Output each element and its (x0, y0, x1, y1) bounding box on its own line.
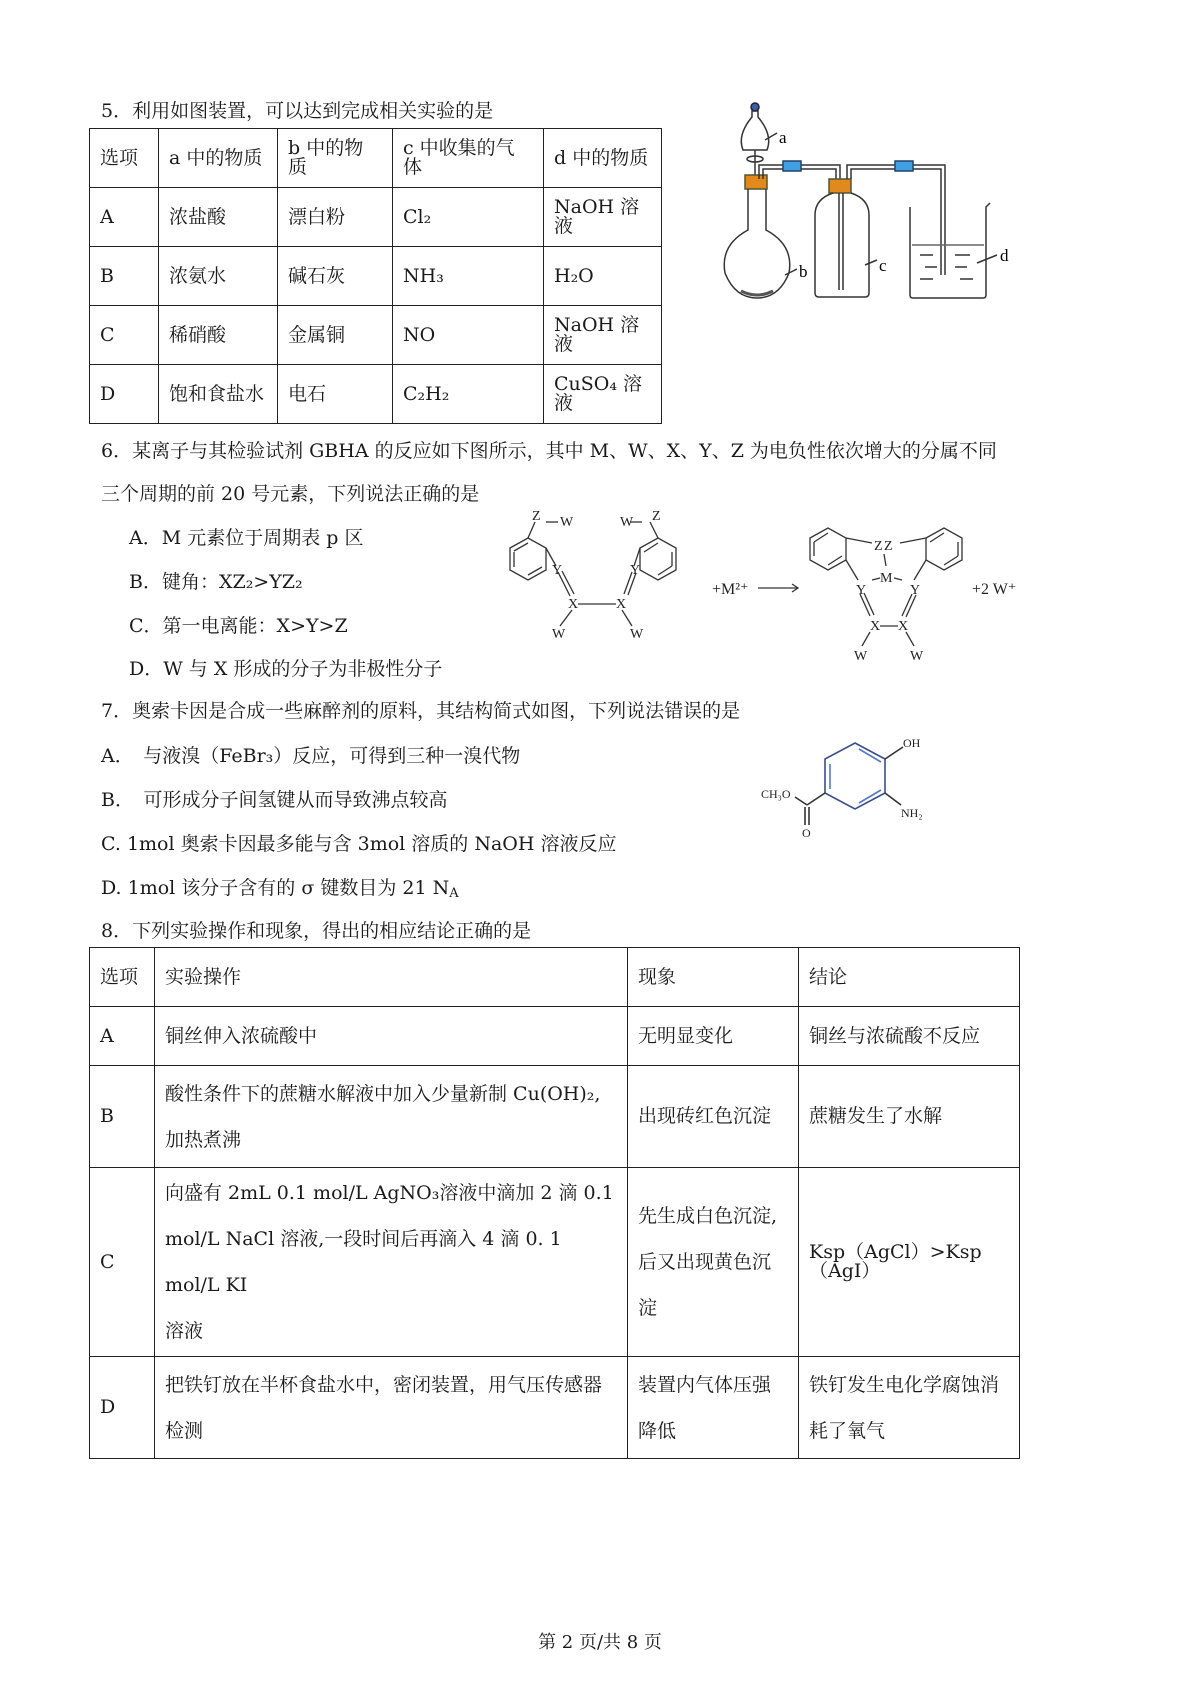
atom-label: W (552, 627, 566, 642)
q5-cell: NaOH 溶液 (544, 188, 662, 247)
q8-option-cell: C (90, 1168, 155, 1357)
apparatus-label: a (779, 128, 787, 147)
table-row (90, 365, 662, 424)
q8-phenomenon-cell: 出现砖红色沉淀 (628, 1066, 799, 1168)
atom-label: X (870, 619, 881, 634)
q6-reaction-scheme (480, 508, 1040, 668)
q7-option-c: C. 1mol 奥索卡因最多能与含 3mol 溶质的 NaOH 溶液反应 (101, 833, 617, 855)
q8-option-cell: A (90, 1007, 155, 1066)
q5-cell: 电石 (278, 365, 393, 424)
table-row (90, 1168, 1020, 1357)
q5-cell: 碱石灰 (278, 247, 393, 306)
q5-stem: 5．利用如图装置，可以达到完成相关实验的是 (101, 100, 494, 122)
table-row (90, 306, 662, 365)
q8-operation-cell: 把铁钉放在半杯食盐水中，密闭装置，用气压传感器 检测 (155, 1357, 628, 1459)
table-row (90, 1357, 1020, 1459)
q5-cell: 漂白粉 (278, 188, 393, 247)
q8-operation-cell: 铜丝伸入浓硫酸中 (155, 1007, 628, 1066)
product-extra-label: +2 W⁺ (972, 581, 1017, 598)
q6-option-d: D．W 与 X 形成的分子为非极性分子 (129, 658, 443, 680)
q8-header-cell: 实验操作 (155, 948, 628, 1007)
q5-cell: A (90, 188, 159, 247)
atom-label: Z (532, 509, 541, 524)
atom-label: Z (874, 539, 883, 554)
q8-header-cell: 选项 (90, 948, 155, 1007)
metal-label: M (880, 571, 893, 586)
q5-header-cell: a 中的物质 (159, 129, 278, 188)
table-row (90, 1007, 1020, 1066)
q5-cell: NO (393, 306, 544, 365)
amine-label: NH₂ (901, 806, 923, 820)
ester-label: CH₃O (761, 787, 791, 801)
q5-cell: D (90, 365, 159, 424)
atom-label: Y (552, 563, 563, 578)
table-row (90, 188, 662, 247)
q8-table (89, 947, 1020, 1459)
q5-cell: C₂H₂ (393, 365, 544, 424)
atom-label: W (560, 515, 574, 530)
q5-header-cell: c 中收集的气体 (393, 129, 544, 188)
q5-cell: NaOH 溶液 (544, 306, 662, 365)
carbonyl-label: O (802, 826, 811, 840)
atom-label: W (910, 649, 924, 664)
q5-cell: 金属铜 (278, 306, 393, 365)
q8-conclusion-cell: Ksp（AgCl）>Ksp（AgI） (799, 1168, 1020, 1357)
q5-cell: C (90, 306, 159, 365)
q5-cell: 浓盐酸 (159, 188, 278, 247)
q7-stem: 7．奥索卡因是合成一些麻醉剂的原料，其结构简式如图，下列说法错误的是 (101, 700, 741, 722)
q6-option-c: C．第一电离能：X>Y>Z (129, 615, 348, 637)
atom-label: W (630, 627, 644, 642)
q5-cell: B (90, 247, 159, 306)
apparatus-label: c (879, 256, 887, 275)
q8-conclusion-cell: 铁钉发生电化学腐蚀消 耗了氧气 (799, 1357, 1020, 1459)
q7-option-d: D. 1mol 该分子含有的 σ 键数目为 21 $N_A$ (101, 877, 459, 901)
q8-phenomenon-cell: 无明显变化 (628, 1007, 799, 1066)
q5-cell: H₂O (544, 247, 662, 306)
q8-conclusion-cell: 蔗糖发生了水解 (799, 1066, 1020, 1168)
q8-option-cell: B (90, 1066, 155, 1168)
q5-cell: NH₃ (393, 247, 544, 306)
q6-option-b: B．键角：XZ₂>YZ₂ (129, 571, 303, 593)
q5-apparatus-diagram (715, 95, 1045, 310)
q8-header-cell: 结论 (799, 948, 1020, 1007)
q5-header-cell: 选项 (90, 129, 159, 188)
apparatus-label: d (1000, 246, 1009, 265)
q7-option-b: B． 可形成分子间氢键从而导致沸点较高 (101, 789, 448, 811)
atom-label: X (616, 597, 627, 612)
reagent-label: +M²⁺ (712, 581, 749, 598)
q6-option-a: A．M 元素位于周期表 p 区 (129, 527, 364, 549)
q8-operation-cell: 向盛有 2mL 0.1 mol/L AgNO₃溶液中滴加 2 滴 0.1 mol/L NaCl 溶液,一段时间后再滴入 4 滴 0. 1 mol/L KI 溶液 (155, 1168, 628, 1357)
q5-cell: 浓氨水 (159, 247, 278, 306)
q5-cell: Cl₂ (393, 188, 544, 247)
q5-table (89, 128, 662, 424)
atom-label: Y (856, 583, 867, 598)
q8-conclusion-cell: 铜丝与浓硫酸不反应 (799, 1007, 1020, 1066)
table-row (90, 1066, 1020, 1168)
table-row (90, 247, 662, 306)
atom-label: Y (630, 563, 641, 578)
atom-label: W (620, 515, 634, 530)
atom-label: Y (910, 583, 921, 598)
atom-label: X (898, 619, 909, 634)
q5-header-cell: b 中的物质 (278, 129, 393, 188)
q8-option-cell: D (90, 1357, 155, 1459)
q8-phenomenon-cell: 装置内气体压强 降低 (628, 1357, 799, 1459)
apparatus-label: b (799, 262, 808, 281)
q5-header-cell: d 中的物质 (544, 129, 662, 188)
q6-stem-line2: 三个周期的前 20 号元素，下列说法正确的是 (101, 483, 480, 505)
q8-header-cell: 现象 (628, 948, 799, 1007)
q8-phenomenon-cell: 先生成白色沉淀, 后又出现黄色沉 淀 (628, 1168, 799, 1357)
q7-option-a: A． 与液溴（FeBr₃）反应，可得到三种一溴代物 (101, 745, 521, 767)
page-footer: 第 2 页/共 8 页 (538, 1632, 662, 1653)
q8-stem: 8．下列实验操作和现象，得出的相应结论正确的是 (101, 920, 532, 942)
atom-label: Z (884, 539, 893, 554)
q5-cell: 稀硝酸 (159, 306, 278, 365)
atom-label: Z (652, 509, 661, 524)
q8-operation-cell: 酸性条件下的蔗糖水解液中加入少量新制 Cu(OH)₂, 加热煮沸 (155, 1066, 628, 1168)
q5-cell: 饱和食盐水 (159, 365, 278, 424)
oh-label: OH (903, 736, 921, 750)
q7-structure (755, 725, 955, 845)
q6-stem-line1: 6．某离子与其检验试剂 GBHA 的反应如下图所示，其中 M、W、X、Y、Z 为电负性依次增大的分属不同 (101, 440, 997, 462)
atom-label: X (568, 597, 579, 612)
atom-label: W (854, 649, 868, 664)
q5-cell: CuSO₄ 溶液 (544, 365, 662, 424)
